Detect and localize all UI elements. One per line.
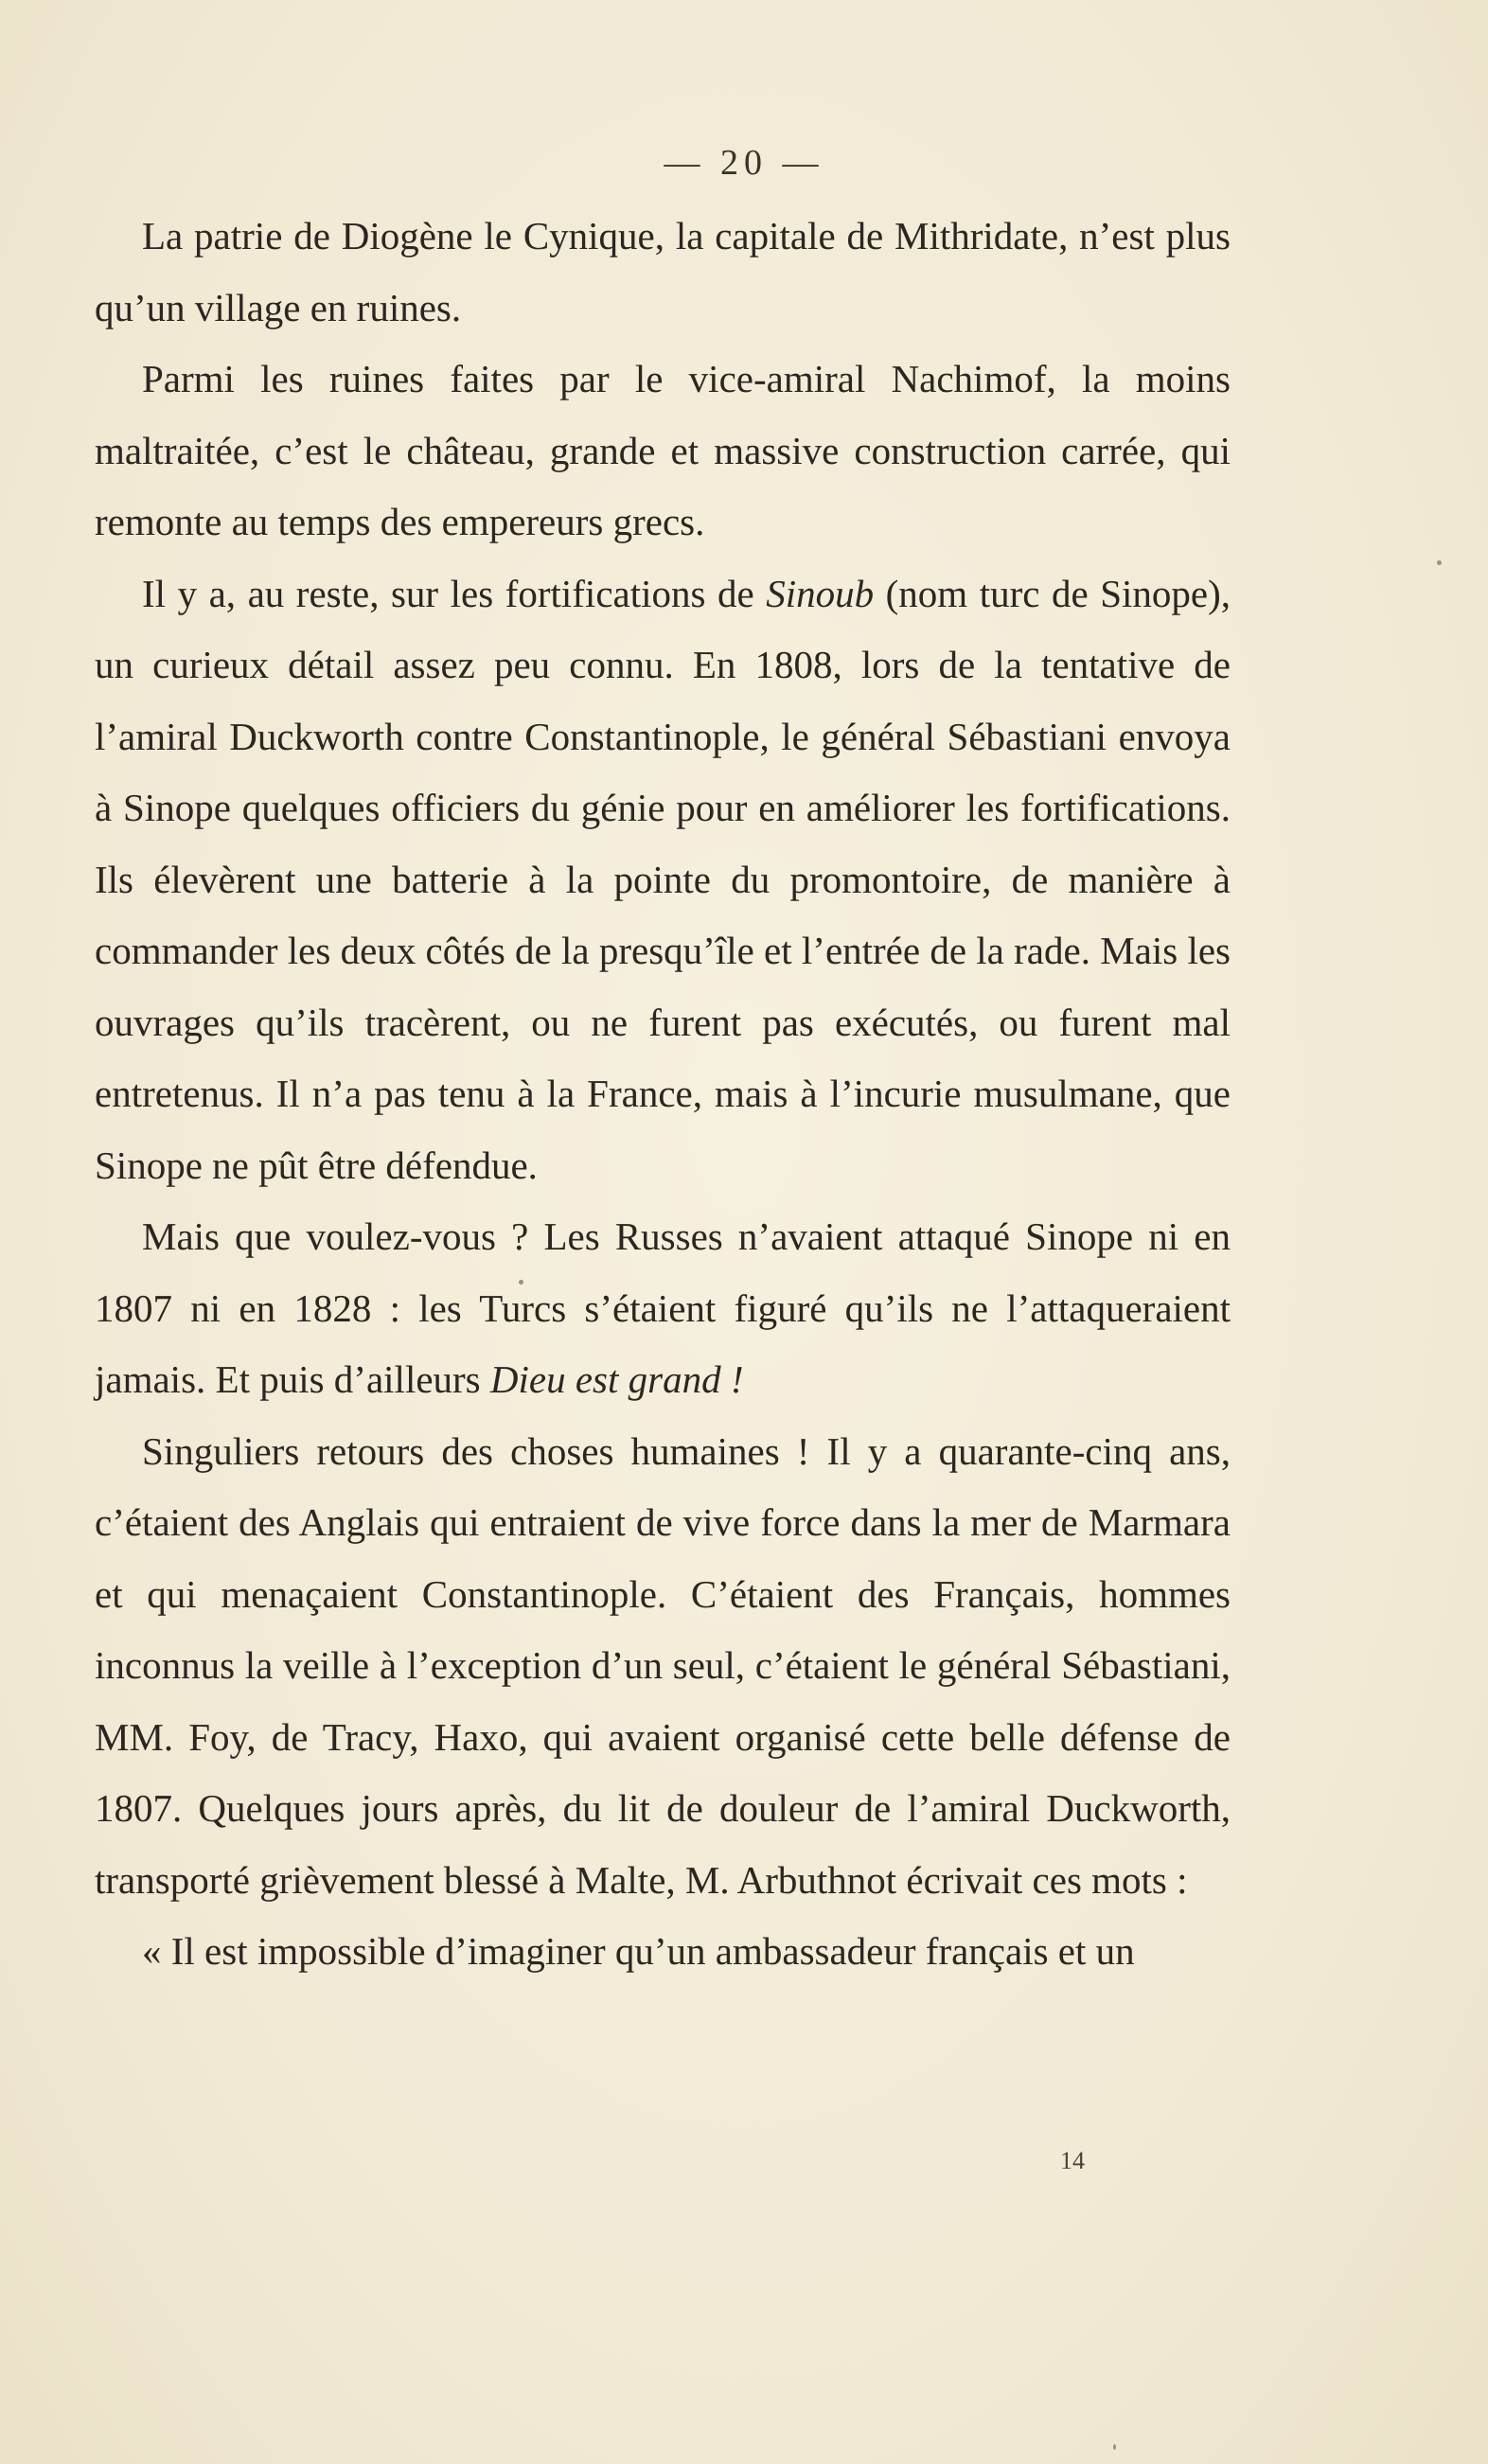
paragraph-4 bbox=[95, 1201, 1231, 1416]
text-segment: La patrie de Diogène le Cynique, la capitale de Mithridate, n’est plus qu’un village en ruines. bbox=[95, 214, 1231, 329]
italic-term: Sinoub bbox=[766, 571, 875, 615]
paragraph-3 bbox=[95, 558, 1231, 1202]
text-segment: Il y a, au reste, sur les fortifications de bbox=[142, 571, 767, 615]
body-text bbox=[95, 201, 1231, 1988]
paragraph-1 bbox=[95, 201, 1231, 344]
paper-speck bbox=[1437, 560, 1442, 565]
signature-mark: 14 bbox=[1060, 2147, 1085, 2174]
paragraph-2 bbox=[95, 344, 1231, 558]
paragraph-5 bbox=[95, 1416, 1231, 1917]
paper-speck bbox=[519, 1280, 523, 1285]
text-segment: Mais que voulez-vous ? Les Russes n’avaient attaqué Sinope ni en 1807 ni en 1828 : les Turcs s’étaient figuré qu’ils ne l’attaqueraient jamais. Et puis d’ailleurs bbox=[95, 1214, 1231, 1401]
italic-phrase: Dieu est grand ! bbox=[489, 1357, 744, 1401]
text-segment: (nom turc de Sinope), un curieux détail assez peu connu. En 1808, lors de la tentative de l’amiral Duckworth contre Constantinople, le général Sébastiani envoya à Sinope quelques officiers du génie pour en améliorer les fortifications. Ils élevèrent une batterie à la pointe du promontoire, de manière à commander les deux côtés de la presqu’île et l’entrée de la rade. Mais les ouvrages qu’ils tracèrent, ou ne furent pas exécutés, ou furent mal entretenus. Il n’a pas tenu à la France, mais à l’incurie musulmane, que Sinope ne pût être défendue. bbox=[95, 571, 1231, 1187]
paragraph-6 bbox=[95, 1916, 1231, 1988]
text-segment: « Il est impossible d’imaginer qu’un ambassadeur français et un bbox=[142, 1929, 1135, 1973]
paper-speck bbox=[1113, 2444, 1116, 2450]
page-number: — 20 — bbox=[664, 143, 824, 183]
text-segment: Parmi les ruines faites par le vice-amiral Nachimof, la moins maltraitée, c’est le château, grande et massive construction carrée, qui remonte au temps des empereurs grecs. bbox=[95, 357, 1231, 543]
text-segment: Singuliers retours des choses humaines ! Il y a quarante-cinq ans, c’étaient des Anglais qui entraient de vive force dans la mer de Marmara et qui menaçaient Constantinople. C’étaient des Français, hommes inconnus la veille à l’exception d’un seul, c’étaient le général Sébastiani, MM. Foy, de Tracy, Haxo, qui avaient organisé cette belle défense de 1807. Quelques jours après, du lit de douleur de l’amiral Duckworth, transporté grièvement blessé à Malte, M. Arbuthnot écrivait ces mots : bbox=[95, 1428, 1231, 1902]
